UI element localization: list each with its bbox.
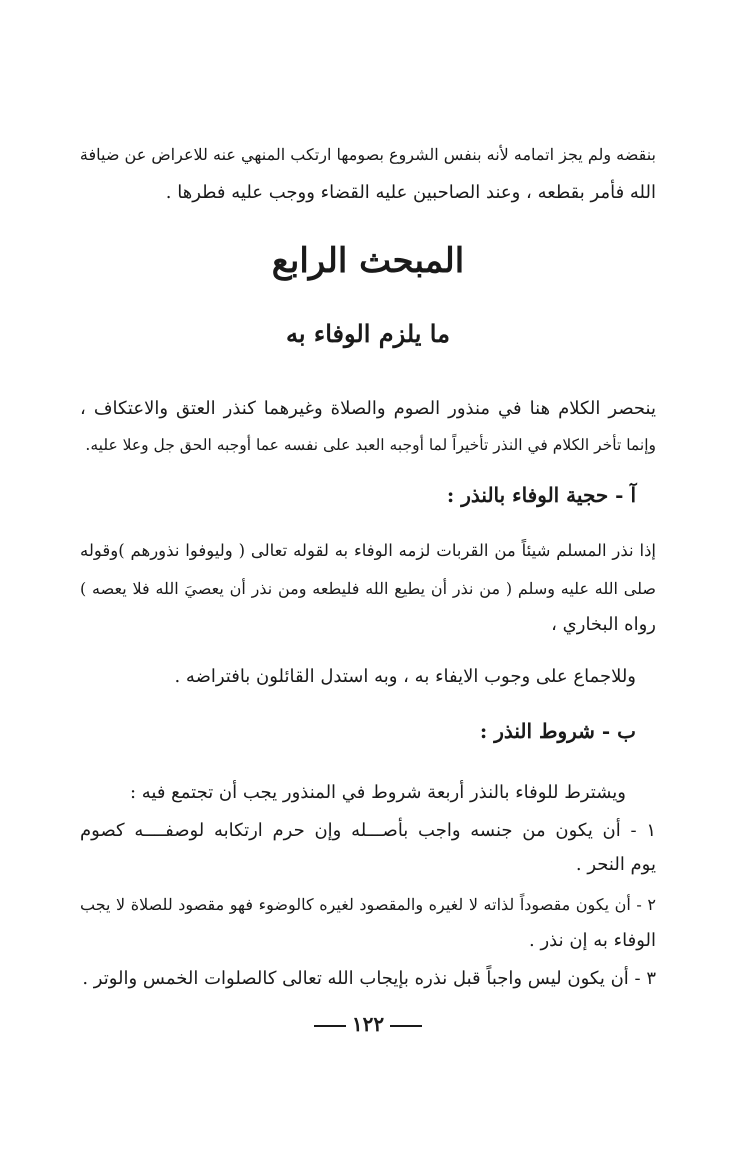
intro-line-2: الله فأمر بقطعه ، وعند الصاحبين عليه القضاء ووجب عليه فطرها . xyxy=(165,182,656,203)
intro-line-1: بنقضه ولم يجز اتمامه لأنه بنفس الشروع بصومها ارتكب المنهي عنه للاعراض عن ضيافة xyxy=(79,145,656,164)
condition-1-line-2: يوم النحر . xyxy=(575,854,656,875)
section-a-line-1: إذا نذر المسلم شيئاً من القربات لزمه الوفاء به لقوله تعالى ( وليوفوا نذورهم )وقوله xyxy=(80,541,656,560)
page-number-text: ١٢٢ xyxy=(351,1012,385,1036)
condition-2-line-1: ٢ - أن يكون مقصوداً لذاته لا لغيره والمقصود لغيره كالوضوء فهو مقصود للصلاة لا يجب xyxy=(80,895,657,914)
condition-2-line-2: الوفاء به إن نذر . xyxy=(529,930,656,951)
section-a-line-4: وللاجماع على وجوب الايفاء به ، وبه استدل القائلون بافتراضه . xyxy=(174,666,636,687)
para1-line-2: وإنما تأخر الكلام في النذر تأخيراً لما أوجبه العبد على نفسه عما أوجبه الحق جل وعلا عليه. xyxy=(85,436,656,454)
section-b-line-1: ويشترط للوفاء بالنذر أربعة شروط في المنذور يجب أن تجتمع فيه : xyxy=(129,782,626,803)
folio-dash-left xyxy=(314,1025,346,1027)
para1-line-1: ينحصر الكلام هنا في منذور الصوم والصلاة وغيرهما كنذر العتق والاعتكاف ، xyxy=(80,398,656,419)
section-a-line-3: رواه البخاري ، xyxy=(551,614,656,635)
condition-3-line-1: ٣ - أن يكون ليس واجباً قبل نذره بإيجاب الله تعالى كالصلوات الخمس والوتر . xyxy=(82,968,656,989)
condition-1-line-1: ١ - أن يكون من جنسه واجب بأصـــله وإن حرم ارتكابه لوصفــــه كصوم xyxy=(80,820,656,841)
folio-dash-right xyxy=(390,1025,422,1027)
section-a-title: آ - حجية الوفاء بالنذر : xyxy=(446,483,636,507)
section-b-title: ب - شروط النذر : xyxy=(479,719,636,743)
page-number xyxy=(0,1012,736,1036)
section-a-line-2: صلى الله عليه وسلم ( من نذر أن يطيع الله فليطعه ومن نذر أن يعصيَ الله فلا يعصه ) xyxy=(80,579,656,598)
chapter-heading: المبحث الرابع xyxy=(271,241,465,281)
chapter-subheading: ما يلزم الوفاء به xyxy=(286,319,450,348)
